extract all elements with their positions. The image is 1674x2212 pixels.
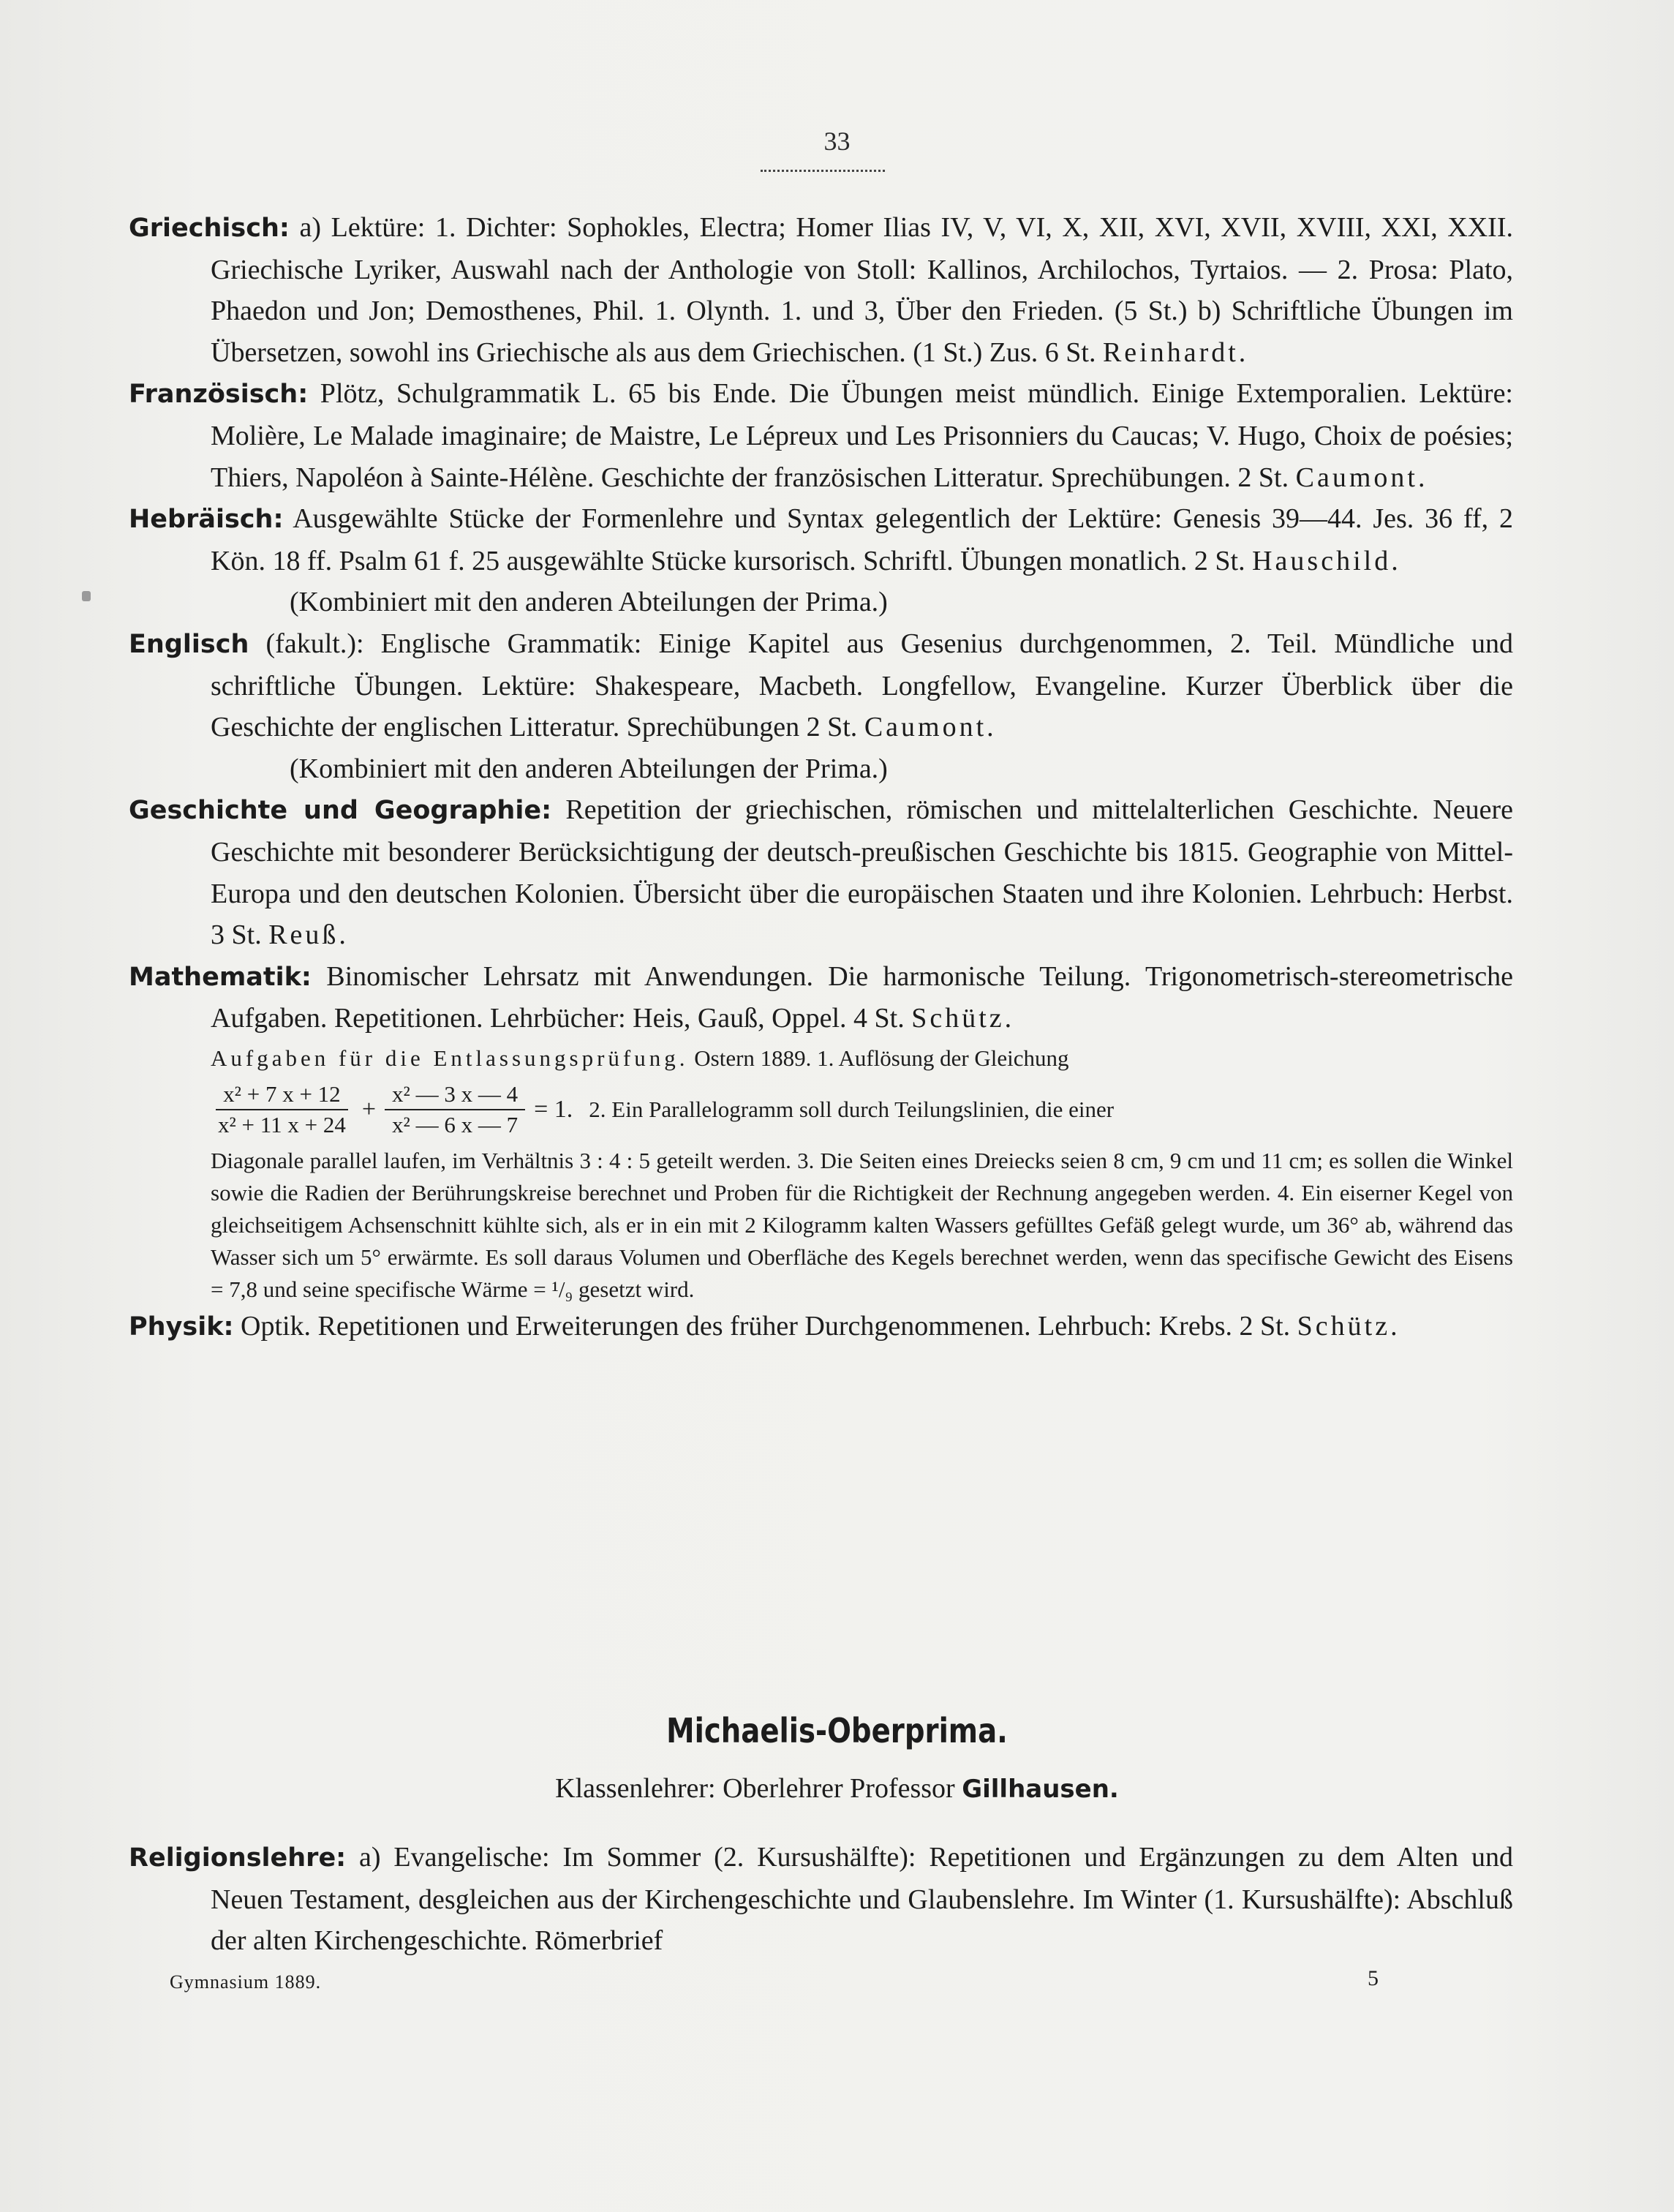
entry-englisch: [129, 623, 1513, 748]
entry-geschichte: [129, 789, 1513, 955]
entry-text: (fakult.): Englische Grammatik: Einige Kapitel aus Gesenius durchgenommen, 2. Teil. Mündliche und schriftliche Übungen. Lektüre: Shakespeare, Macbeth. Longfellow, Evangeline. Kurzer Überblick über die Geschichte der englischen Litteratur. Sprechübungen 2 St.: [211, 628, 1513, 743]
fraction-1: [211, 1081, 353, 1138]
subject-label: Französisch:: [129, 380, 309, 410]
subject-label: Physik:: [129, 1312, 234, 1342]
footer-signature-mark: 5: [1368, 1966, 1379, 1990]
entry-mathematik: [129, 956, 1513, 1039]
page-number: 33: [823, 127, 851, 156]
equals-sign: = 1.: [534, 1095, 573, 1123]
subject-label: Religionslehre:: [129, 1843, 347, 1873]
class-teacher-name: Gillhausen.: [962, 1775, 1119, 1804]
entry-griechisch: [129, 207, 1513, 373]
section-title: Michaelis-Oberprima.: [666, 1711, 1008, 1750]
class-teacher-line: [0, 1772, 1674, 1805]
fraction-denominator: x² + 11 x + 24: [218, 1111, 346, 1137]
fraction-numerator: x² + 7 x + 12: [216, 1081, 348, 1110]
exam-tasks-intro: [211, 1042, 1513, 1075]
footer-publication: Gymnasium 1889.: [170, 1971, 322, 1993]
entry-text: Optik. Repetitionen und Erweiterungen des früher Durchgenommenen. Lehrbuch: Krebs. 2 St.: [233, 1310, 1297, 1342]
equation: [211, 1075, 1513, 1145]
entry-text: Ausgewählte Stücke der Formenlehre und Syntax gelegentlich der Lektüre: Genesis 39—44. Jes. 36 ff, 2 Kön. 18 ff. Psalm 61 f. 25 ausgewählte Stücke kursorisch. Schriftl. Übungen monatlich. 2 St.: [211, 503, 1513, 576]
plus-sign: +: [361, 1095, 377, 1123]
exam-task-2-start: 2. Ein Parallelogramm soll durch Teilungslinien, die einer: [589, 1096, 1115, 1122]
fraction-numerator: x² — 3 x — 4: [385, 1081, 525, 1110]
entry-text: a) Evangelische: Im Sommer (2. Kursushälfte): Repetitionen und Ergänzungen zu dem Alten und Neuen Testament, desgleichen aus der Kirchengeschichte und Glaubenslehre. Im Winter (1. Kursushälfte): Abschluß der alten Kirchengeschichte. Römerbrief: [211, 1842, 1513, 1957]
fraction-2: [385, 1081, 525, 1138]
combined-note: (Kombiniert mit den anderen Abteilungen der Prima.): [290, 753, 888, 784]
teacher-name: Reinhardt.: [1102, 336, 1249, 368]
teacher-name: Reuß.: [268, 919, 349, 951]
teacher-name: Schütz.: [1297, 1310, 1400, 1342]
subject-label: Englisch: [129, 629, 249, 659]
entry-text: a) Lektüre: 1. Dichter: Sophokles, Electra; Homer Ilias IV, V, VI, X, XII, XVI, XVII, XVIII, XXI, XXII. Griechische Lyriker, Auswahl nach der Anthologie von Stoll: Kallinos, Archilochos, Tyrtaios. — 2. Prosa: Plato, Phaedon und Jon; Demosthenes, Phil. 1. Olynth. 1. und 3, Über den Frieden. (5 St.) b) Schriftliche Übungen im Übersetzen, sowohl ins Griechische als aus dem Griechischen. (1 St.) Zus. 6 St.: [211, 212, 1513, 368]
page-number-ornament: [761, 162, 885, 172]
curriculum-list: [129, 207, 1513, 1347]
entry-text: Plötz, Schulgrammatik L. 65 bis Ende. Die Übungen meist mündlich. Einige Extemporalien. Lektüre: Molière, Le Malade imaginaire; de Maistre, Le Lépreux und Les Prisonniers du Caucas; V. Hugo, Choix de poésies; Thiers, Napoléon à Sainte-Hélène. Geschichte der französischen Litteratur. Sprechübungen. 2 St.: [211, 378, 1513, 493]
class-teacher-label: Klassenlehrer: Oberlehrer Professor: [555, 1773, 962, 1804]
entry-hebraeisch: [129, 498, 1513, 582]
entry-franzoesisch: [129, 373, 1513, 498]
entry-text: Repetition der griechischen, römischen und mittelalterlichen Geschichte. Neuere Geschichte mit besonderer Berücksichtigung der deutsch-preußischen Geschichte bis 1815. Geographie von Mittel-Europa und den deutschen Kolonien. Übersicht über die europäischen Staaten und ihre Kolonien. Lehrbuch: Herbst. 3 St.: [211, 794, 1514, 951]
subject-label: Hebräisch:: [129, 505, 284, 535]
entry-religionslehre: [129, 1837, 1513, 1962]
fraction-denominator: x² — 6 x — 7: [392, 1111, 519, 1137]
teacher-name: Schütz.: [911, 1003, 1015, 1034]
teacher-name: Caumont.: [1295, 462, 1428, 493]
teacher-name: Hauschild.: [1252, 545, 1401, 576]
exam-tasks-text: Diagonale parallel laufen, im Verhältnis 3 : 4 : 5 geteilt werden. 3. Die Seiten eines Dreiecks seien 8 cm, 9 cm und 11 cm; es sollen die Winkel sowie die Radien der Berührungskreise berechnet und Proben für die Richtigkeit der Rechnung angegeben werden. 4. Ein eiserner Kegel von gleichseitigem Achsenschnitt kühlte sich, als er in ein mit 2 Kilogramm kalten Wassers gefülltes Gefäß gelegt wurde, um 36° ab, während das Wasser sich um 5° erwärmte. Es soll daraus Volumen und Oberfläche des Kegels berechnet werden, wenn das specifische Gewicht des Eisens = 7,8 und seine specifische Wärme = ¹/₉ gesetzt wird.: [211, 1147, 1513, 1302]
entry-physik: [129, 1306, 1513, 1348]
curriculum-list-2: [129, 1837, 1513, 1962]
exam-intro: Ostern 1889. 1. Auflösung der Gleichung: [688, 1045, 1069, 1071]
margin-mark: [82, 591, 91, 601]
teacher-name: Caumont.: [864, 712, 997, 743]
combined-note: (Kombiniert mit den anderen Abteilungen der Prima.): [290, 587, 888, 618]
entry-text: Binomischer Lehrsatz mit Anwendungen. Die harmonische Teilung. Trigonometrisch-stereometrische Aufgaben. Repetitionen. Lehrbücher: Heis, Gauß, Oppel. 4 St.: [211, 960, 1513, 1034]
subject-label: Geschichte und Geographie:: [129, 796, 552, 826]
subject-label: Mathematik:: [129, 962, 312, 992]
exam-heading: Aufgaben für die Entlassungsprüfung.: [211, 1045, 689, 1071]
subject-label: Griechisch:: [129, 214, 290, 243]
